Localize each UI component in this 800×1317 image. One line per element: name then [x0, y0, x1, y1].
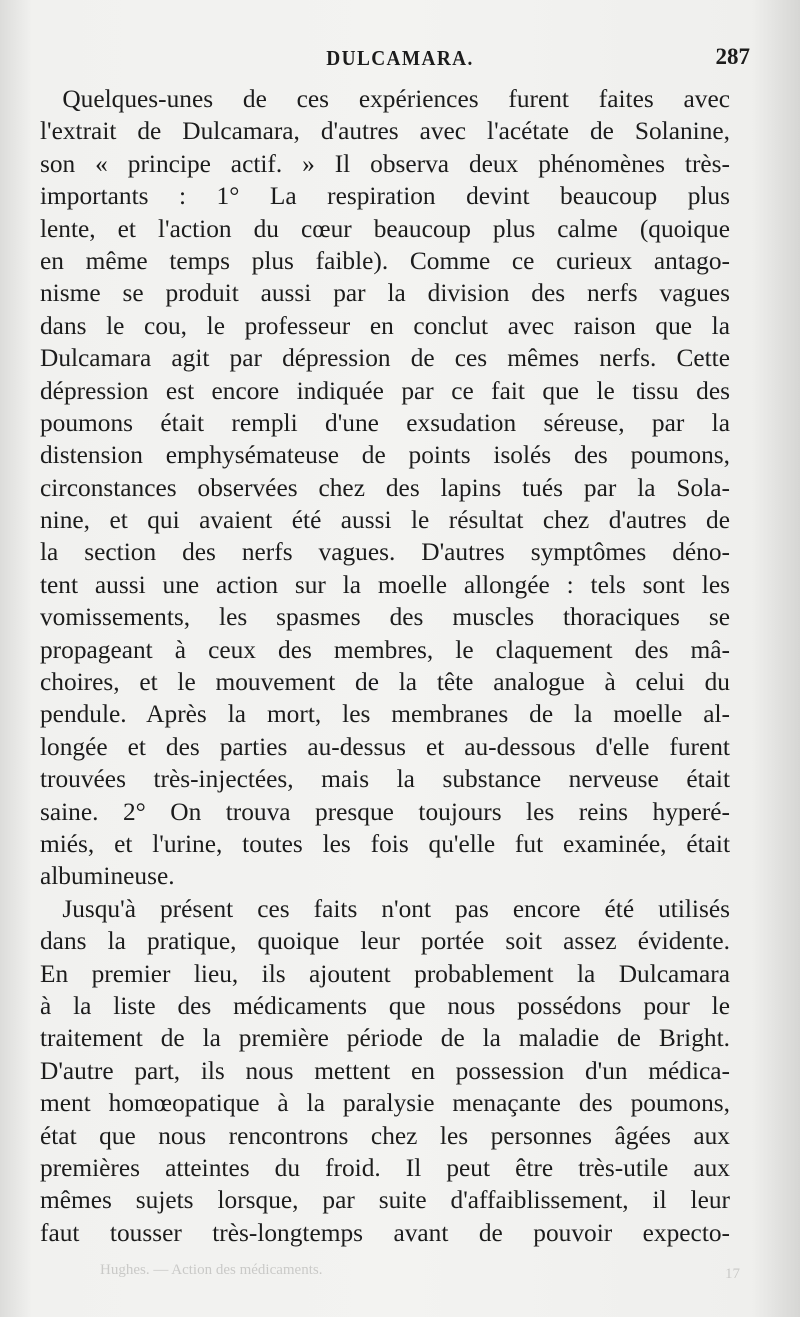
text-line: l'extrait de Dulcamara, d'autres avec l'acétate de Solanine,: [40, 118, 730, 146]
text-line: circonstances observées chez des lapins tués par la Sola-: [40, 474, 730, 502]
text-line: En premier lieu, ils ajoutent probablement la Dulcamara: [40, 960, 730, 988]
text-line: ment homœopatique à la paralysie menaçante des poumons,: [40, 1090, 730, 1118]
text-line: tent aussi une action sur la moelle allongée : tels sont les: [40, 571, 730, 599]
page-number: 287: [715, 44, 750, 69]
page-header: [42, 40, 758, 76]
text-line: distension emphysémateuse de points isolés des poumons,: [40, 442, 730, 470]
text-line: mêmes sujets lorsque, par suite d'affaiblissement, il leur: [40, 1187, 730, 1215]
text-line: Jusqu'à présent ces faits n'ont pas encore été utilisés: [62, 895, 730, 923]
text-line: pendule. Après la mort, les membranes de la moelle al-: [40, 701, 730, 729]
body-text: [40, 84, 730, 1250]
signature-mark: 17: [725, 1266, 740, 1282]
text-line: choires, et le mouvement de la tête analogue à celui du: [40, 669, 730, 697]
text-line: dans la pratique, quoique leur portée soit assez évidente.: [40, 928, 730, 956]
text-line: D'autre part, ils nous mettent en possession d'un médica-: [40, 1057, 730, 1085]
text-line: miés, et l'urine, toutes les fois qu'elle fut examinée, était: [40, 830, 730, 858]
text-line: saine. 2° On trouva presque toujours les reins hyperé-: [40, 798, 730, 826]
text-line: importants : 1° La respiration devint beaucoup plus: [40, 183, 730, 211]
text-line: trouvées très-injectées, mais la substance nerveuse était: [40, 766, 730, 794]
text-line: lente, et l'action du cœur beaucoup plus calme (quoique: [40, 215, 730, 243]
text-line: poumons était rempli d'une exsudation séreuse, par la: [40, 409, 730, 437]
running-title: DULCAMARA.: [326, 46, 474, 70]
text-line: Dulcamara agit par dépression de ces mêmes nerfs. Cette: [40, 345, 730, 373]
text-line: faut tousser très-longtemps avant de pouvoir expecto-: [40, 1219, 730, 1247]
text-line: dépression est encore indiquée par ce fait que le tissu des: [40, 377, 730, 405]
text-line: dans le cou, le professeur en conclut avec raison que la: [40, 312, 730, 340]
text-line: albumineuse.: [40, 863, 175, 891]
text-line: la section des nerfs vagues. D'autres symptômes déno-: [40, 539, 730, 567]
text-line: premières atteintes du froid. Il peut être très-utile aux: [40, 1154, 730, 1182]
text-line: état que nous rencontrons chez les personnes âgées aux: [40, 1122, 730, 1150]
text-line: vomissements, les spasmes des muscles thoraciques se: [40, 604, 730, 632]
text-line: traitement de la première période de la maladie de Bright.: [40, 1025, 730, 1053]
text-line: propageant à ceux des membres, le claquement des mâ-: [40, 636, 730, 664]
text-line: longée et des parties au-dessus et au-dessous d'elle furent: [40, 733, 730, 761]
text-line: Quelques-unes de ces expériences furent faites avec: [62, 86, 730, 113]
text-line: en même temps plus faible). Comme ce curieux antago-: [40, 247, 730, 275]
page-footer: [90, 1250, 740, 1290]
text-line: nisme se produit aussi par la division des nerfs vagues: [40, 280, 730, 308]
text-line: à la liste des médicaments que nous possédons pour le: [40, 992, 730, 1020]
printer-signature: Hughes. — Action des médicaments.: [100, 1262, 323, 1278]
text-line: son « principe actif. » Il observa deux phénomènes très-: [40, 150, 730, 178]
text-line: nine, et qui avaient été aussi le résultat chez d'autres de: [40, 507, 730, 535]
